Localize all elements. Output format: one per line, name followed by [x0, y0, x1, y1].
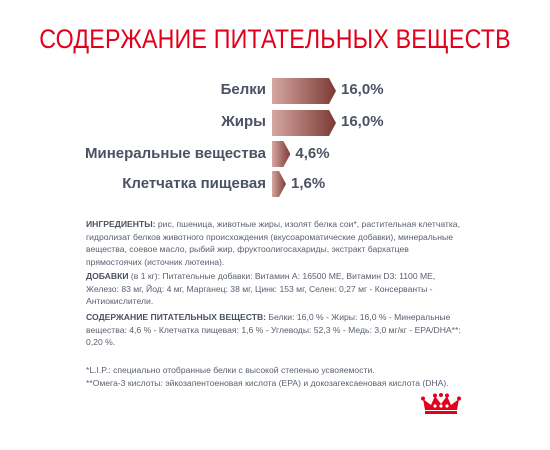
- nutrient-bar-shape: [272, 141, 290, 167]
- nutrient-value-fat: 16,0%: [341, 113, 384, 130]
- nutrient-value-protein: 16,0%: [341, 81, 384, 98]
- nutrient-bar-shape: [272, 78, 336, 104]
- ingredients-text: рис, пшеница, животные жиры, изолят белка сои*, растительная клетчатка, гидролизат белков животного происхождения (вкусоароматические добавки), минеральные вещества, соевое масло, рыбий жир, фруктоолигосахариды, экстракт бархатцев прямостоячих (источник лютеина).: [86, 219, 460, 267]
- nutrient-bar-fiber: [272, 171, 286, 197]
- nutrient-bar-shape: [272, 110, 336, 136]
- additives-text: Питательные добавки: Витамин A: 16500 МЕ, Витамин D3: 1100 МЕ, Железо: 83 мг, Йод: 4 мг, Марганец: 38 мг, Цинк: 153 мг, Селен: 0,27 мг - Консерванты - Антиокислители.: [86, 271, 436, 306]
- additives-unit: (в 1 кг):: [128, 271, 161, 281]
- nutrient-bar-fat: [272, 110, 336, 136]
- ingredients-heading: ИНГРЕДИЕНТЫ:: [86, 219, 156, 229]
- additives-paragraph: [86, 270, 466, 308]
- nutrient-chart: [0, 0, 550, 200]
- page-title: СОДЕРЖАНИЕ ПИТАТЕЛЬНЫХ ВЕЩЕСТВ: [39, 24, 511, 54]
- nutrient-value-minerals: 4,6%: [295, 145, 330, 162]
- royal-crown-icon: [421, 393, 461, 415]
- nutrient-bar-protein: [272, 78, 336, 104]
- nutrient-label-protein: Белки: [220, 81, 266, 98]
- ingredients-paragraph: [86, 218, 466, 268]
- footnote-lip: *L.I.P.: специально отобранные белки с высокой степенью усвояемости.: [86, 365, 375, 375]
- additives-heading: ДОБАВКИ: [86, 271, 129, 281]
- footnote-omega3: **Омега-3 кислоты: эйкозапентоеновая кислота (EPA) и докозагексаеновая кислота (DHA).: [86, 377, 449, 388]
- nutrient-label-fat: Жиры: [221, 113, 266, 130]
- nutrient-label-fiber: Клетчатка пищевая: [122, 175, 266, 192]
- footnotes: [86, 364, 486, 389]
- nutrient-bar-shape: [272, 171, 286, 197]
- composition-text: Белки: 16,0 % - Жиры: 16,0 % - Минеральные вещества: 4,6 % - Клетчатка пищевая: 1,6 % - Углеводы: 52,3 % - Медь: 3,0 мг/кг - EPA/DHA**: 0,20 %.: [86, 312, 461, 347]
- composition-heading: СОДЕРЖАНИЕ ПИТАТЕЛЬНЫХ ВЕЩЕСТВ:: [86, 312, 267, 322]
- composition-paragraph: [86, 311, 466, 349]
- nutrient-bar-minerals: [272, 141, 290, 167]
- nutrient-value-fiber: 1,6%: [291, 175, 326, 192]
- nutrient-label-minerals: Минеральные вещества: [85, 145, 266, 162]
